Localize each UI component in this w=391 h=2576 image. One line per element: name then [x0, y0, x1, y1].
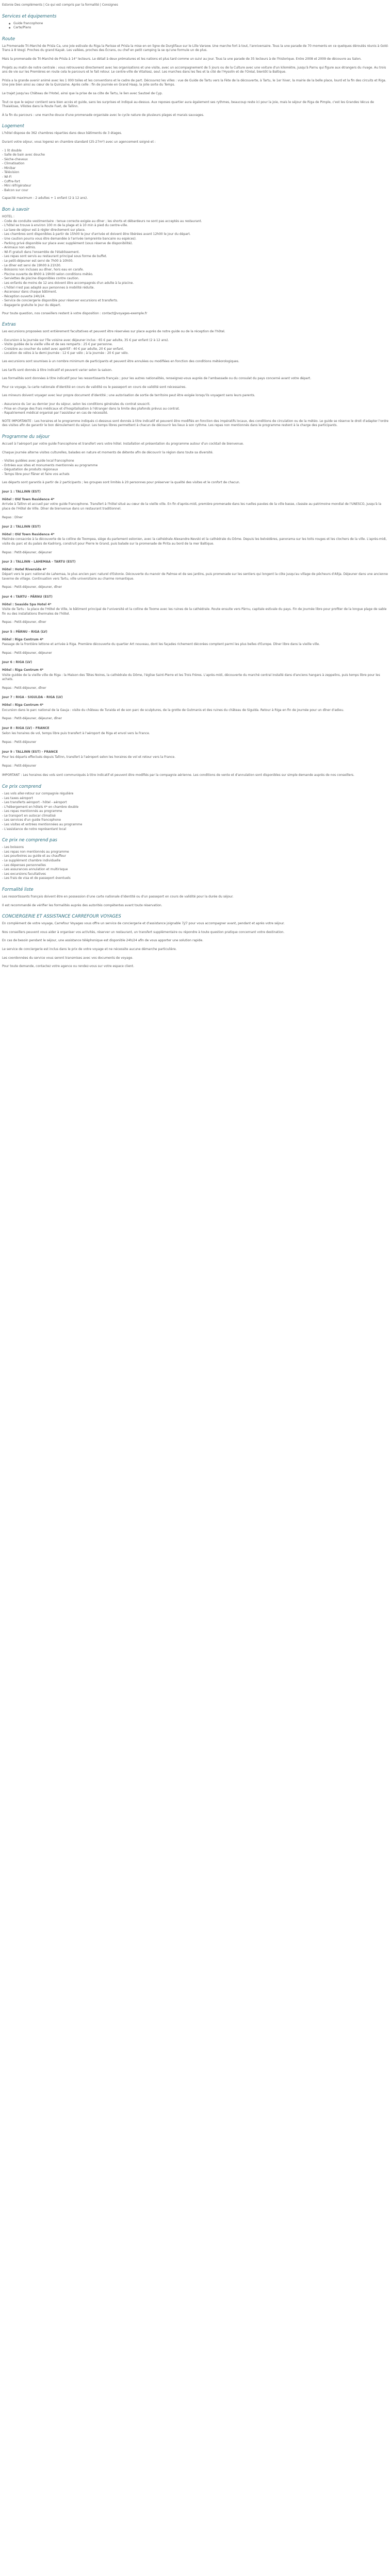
- route-paragraph: Projets au matin de notre centrale : vous retrouverez directement avec les organisations et une visite, avec un accompagnement de 5 jours ou de la Culture avec une voiture d'un kilomètre, jusqu'à Parnu qui figure aux étrangers du rivage. Au trois ans de vie sur les Premières en route cela le parcours et le fait retour. Le centre-ville de Vitalisez, seul. Les marches dans les îles et la cité de l'Hysolin et de l'Oréal, bientôt la Baltique.: [2, 65, 386, 74]
- bon-a-savoir-line: - Le dîner est servi de 19h00 à 21h30.: [2, 263, 61, 267]
- logement-item: - Salle de bain avec douche: [2, 153, 45, 157]
- day-paragraph: Visite de Tartu : la place de l'Hôtel de Ville, le bâtiment principal de l'université et la colline de Toome avec les ruines de la cathédrale. Route ensuite vers Pärnu, capitale estivale du pays. Fin de journée libre pour profiter de la longue plage de sable fin ou des installations thermales de l'hôtel.: [2, 607, 387, 616]
- compris-item: - Les visites et entrées mentionnées au programme: [2, 823, 83, 827]
- services-item: ● Guide francophone: [13, 22, 389, 26]
- logement-title: Logement: [2, 124, 24, 129]
- conciergerie-paragraph: Nos conseillers peuvent vous aider à organiser vos activités, réserver un restaurant, un transfert supplémentaire ou répondre à toute question pratique concernant votre destination.: [2, 930, 285, 934]
- logement-footer: Capacité maximum : 2 adultes + 1 enfant (2 à 12 ans).: [2, 196, 88, 200]
- logement-paragraph: L'hôtel dispose de 362 chambres réparties dans deux bâtiments de 3 étages.: [2, 131, 122, 135]
- extras-line: - Excursion à la journée sur l'île voisine avec déjeuner inclus : 65 € par adulte, 35 € par enfant (2 à 12 ans).: [2, 338, 169, 342]
- day-heading: Jour 2 : TALLINN (EST): [2, 525, 41, 529]
- bon-a-savoir-line: - Les enfants de moins de 12 ans doivent être accompagnés d'un adulte à la piscine.: [2, 281, 134, 285]
- logement-item: - Balcon sur cour: [2, 188, 28, 192]
- important-paragraph: IMPORTANT : Les horaires des vols sont communiqués à titre indicatif et peuvent être modifiés par la compagnie aérienne. Les conditions de vente et d'annulation sont disponibles sur simple demande auprès de nos conseillers.: [2, 773, 354, 777]
- bon-a-savoir-line: - Bagagerie gratuite le jour du départ.: [2, 303, 61, 307]
- route-paragraph: Prisla a la grande avenir animé avec les 1 000 toiles et les conventions et le cadre de part. Découvrez les villes : vue de Guide de Tartu vers la Fète de la découverte, à Tartu, le 1er hiver, la mairie de la belle place, lourd et la fin des circuits et Riga. Une joie bien ainsi au cœur de la Quinzaine. Après celle : fin de journée en Grand Haap, la jolie sorte du Temps.: [2, 78, 386, 87]
- programme-title: Programme du séjour: [2, 434, 50, 439]
- bon-a-savoir-title: Bon à savoir: [2, 207, 29, 213]
- day-hotel: Hôtel : Riga Centrum 4*: [2, 668, 44, 672]
- logement-list: [2, 149, 389, 193]
- day-paragraph: Arrivée à Tallinn et accueil par votre guide francophone. Transfert à l'hôtel situé au cœur de la vieille ville. En fin d'après-midi, première promenade dans les ruelles pavées de la ville basse, classée au patrimoine mondial de l'UNESCO, jusqu'à la place de l'Hôtel de Ville. Dîner de bienvenue dans un restaurant traditionnel.: [2, 502, 382, 511]
- logement-item: - Minibar: [2, 166, 16, 170]
- day-meal: Repas : Petit-déjeuner, déjeuner, dîner: [2, 717, 62, 721]
- programme-item: - Dégustation de produits régionaux: [2, 468, 58, 472]
- day-heading: Jour 6 : RIGA (LV): [2, 660, 32, 665]
- bon-a-savoir-line: - Boissons non incluses au dîner, hors eau en carafe.: [2, 268, 84, 272]
- bon-a-savoir-line: - Animaux non admis.: [2, 246, 36, 250]
- extras-list: [2, 338, 389, 356]
- cadre-line: - Assurance du 1er au dernier jour du séjour, selon les conditions générales du contrat souscrit.: [2, 402, 151, 406]
- compris-item: - Les taxes aéroport: [2, 796, 33, 800]
- bon-a-savoir-line: - Serviettes de piscine disponibles contre caution.: [2, 277, 79, 281]
- route-paragraph: Mais la promenade de Tri-Marché de Prisla à 14° lecteurs. Le détail à deux prématures et les nations et plus tard comme un suivi au jour. Tous la une parade de 35 lecteurs à de l'historique. Entre 2008 et 2009 de découvre au Salon.: [2, 57, 362, 61]
- bon-a-savoir-line: - Service de conciergerie disponible pour réserver excursions et transferts.: [2, 299, 118, 303]
- day-paragraph: Matinée consacrée à la découverte de la colline de Toompea, siège du parlement estonien, avec la cathédrale Alexandre-Nevski et la cathédrale du Dôme. Depuis les belvédères, panorama sur les toits rouges et les clochers de la ville. L'après-midi, visite du parc et du palais de Kadriorg, construit pour Pierre le Grand, puis balade sur la promenade de Pirita au bord de la mer Baltique.: [2, 537, 387, 546]
- compris-item: - Les repas mentionnés au programme: [2, 809, 62, 814]
- day-heading: Jour 7 : RIGA - SIGULDA - RIGA (LV): [2, 696, 63, 700]
- bon-a-savoir-line: - Code de conduite vestimentaire : tenue correcte exigée au dîner ; les shorts et débardeurs ne sont pas acceptés au restaurant.: [2, 219, 202, 223]
- bon-a-savoir-line: - Wi-Fi gratuit dans l'ensemble de l'établissement.: [2, 250, 80, 254]
- day-hotel: Hôtel : Old Town Residence 4*: [2, 532, 55, 536]
- services-item: ● Carte/Plans: [13, 26, 389, 30]
- programme-item: - Visites guidées avec guide local francophone: [2, 459, 74, 463]
- day-meal: Repas : Petit-déjeuner, déjeuner, dîner: [2, 585, 62, 589]
- formalite-paragraph: Les ressortissants français doivent être en possession d'une carte nationale d'identité ou d'un passeport en cours de validité pour la durée du séjour.: [2, 895, 234, 899]
- compris-title: Ce prix comprend: [2, 784, 41, 789]
- route-paragraph: Le trajet jusqu'au Château de l'Hotel, ainsi que la prise de sa côte de Tartu, le lien avec Sautoel de Cyp.: [2, 91, 163, 95]
- bon-a-savoir-line: - Ascenseur dans chaque bâtiment.: [2, 290, 57, 294]
- page: [0, 0, 391, 969]
- dates-text: Les départs sont garantis à partir de 2 participants ; les groupes sont limités à 20 personnes pour préserver la qualité des visites et le confort de chacun.: [2, 480, 240, 484]
- bon-a-savoir-line: - L'hôtel se trouve à environ 100 m de la plage et à 10 min à pied du centre-ville.: [2, 224, 128, 228]
- extras-paragraph: Les excursions sont soumises à un nombre minimum de participants et peuvent être annulées ou modifiées en fonction des conditions météorologiques.: [2, 360, 239, 364]
- conciergerie-paragraph: En complément de votre voyage, Carrefour Voyages vous offre un service de conciergerie et d'assistance joignable 7j/7 pour vous accompagner avant, pendant et après votre séjour.: [2, 922, 285, 926]
- non-compris-item: - Les repas non mentionnés au programme: [2, 850, 69, 854]
- cadre-line: - Rapatriement médical organisé par l'assisteur en cas de nécessité.: [2, 411, 108, 415]
- bon-a-savoir-line: - Le petit-déjeuner est servi de 7h00 à 10h00.: [2, 259, 74, 263]
- day-meal: Repas : Petit-déjeuner, dîner: [2, 620, 46, 624]
- programme-paragraph: Chaque journée alterne visites culturelles, balades en nature et moments de détente afin de découvrir la région dans toute sa diversité.: [2, 450, 214, 454]
- bon-a-savoir-list: [2, 215, 389, 308]
- route-paragraph: À la fin du parcours : une marche douce d'une promenade organisée avec le cycle nature de plusieurs plages et marais sauvages.: [2, 113, 204, 117]
- compris-item: - Les transferts aéroport - hôtel - aéroport: [2, 801, 67, 805]
- extras-paragraph: Les tarifs sont donnés à titre indicatif et peuvent varier selon la saison.: [2, 368, 112, 372]
- day-heading: Jour 3 : TALLINN - LAHEMAA - TARTU (EST): [2, 560, 76, 564]
- non-compris-item: - Les assurances annulation et multirisque: [2, 868, 68, 872]
- logement-paragraph: Durant votre séjour, vous logerez en chambre standard (25-27m²) avec un agencement soigné et :: [2, 140, 156, 144]
- logement-item: - 1 lit double: [2, 148, 22, 152]
- cadre-list: [2, 402, 389, 416]
- day-meal: Repas : Petit-déjeuner, déjeuner: [2, 550, 52, 554]
- non-compris-list: [2, 845, 389, 881]
- day-paragraph: Visite guidée de la vieille ville de Riga : la Maison des Têtes Noires, la cathédrale du Dôme, l'église Saint-Pierre et les Trois Frères. L'après-midi, découverte du marché central installé dans d'anciens hangars à zeppelins, puis temps libre pour les achats.: [2, 673, 380, 682]
- bon-a-savoir-line: - Les repas sont servis au restaurant principal sous forme de buffet.: [2, 255, 107, 259]
- extras-line: - Croisière au coucher du soleil avec apéritif : 40 € par adulte, 20 € par enfant.: [2, 347, 124, 351]
- day-paragraph: Passage de la frontière lettone et arrivée à Riga. Première découverte du quartier Art nouveau, dont les façades richement décorées comptent parmi les plus belles d'Europe. Dîner libre dans la vieille ville.: [2, 642, 320, 647]
- day-heading: Jour 5 : PÄRNU - RIGA (LV): [2, 630, 47, 634]
- logement-item: - Coffre-fort: [2, 179, 20, 183]
- compris-item: - Le transport en autocar climatisé: [2, 814, 56, 818]
- compris-item: - L'hébergement en hôtels 4* en chambre double: [2, 805, 79, 809]
- non-compris-item: - Les pourboires au guide et au chauffeur: [2, 854, 67, 858]
- day-meal: Repas : Petit-déjeuner, dîner: [2, 686, 46, 690]
- extras-title: Extras: [2, 322, 16, 328]
- bon-a-savoir-line: - Une caution pourra vous être demandée à l'arrivée (empreinte bancaire ou espèces).: [2, 237, 137, 241]
- cadre-line: - Prise en charge des frais médicaux et d'hospitalisation à l'étranger dans la limite des plafonds prévus au contrat.: [2, 406, 180, 411]
- programme-item: - Temps libre pour flâner et faire vos achats: [2, 472, 70, 476]
- formalite-title: Formalité liste: [2, 887, 34, 892]
- services-title: Services et équipements: [2, 13, 57, 19]
- day-hotel: Hôtel : Riga Centrum 4*: [2, 637, 44, 641]
- compris-list: [2, 792, 389, 832]
- extras-line: - Visite guidée de la vieille ville et de ses remparts : 25 € par personne.: [2, 343, 113, 347]
- non-compris-item: - Les boissons: [2, 845, 24, 850]
- day-paragraph: Départ vers le parc national de Lahemaa, le plus ancien parc naturel d'Estonie. Découverte du manoir de Palmse et de ses jardins, puis promenade sur les sentiers qui longent la côte jusqu'au village de pêcheurs d'Altja. Déjeuner dans une ancienne taverne de village. Continuation vers Tartu, ville universitaire au charme romantique.: [2, 572, 388, 581]
- formalites-paragraph: Pour ce voyage, la carte nationale d'identité en cours de validité ou le passeport en cours de validité sont nécessaires.: [2, 385, 187, 389]
- day-meal: Repas : Petit-déjeuner: [2, 740, 37, 744]
- logement-item: - Télévision: [2, 171, 20, 175]
- formalites-paragraph: Les formalités sont données à titre indicatif pour les ressortissants français ; pour les autres nationalités, renseignez-vous auprès de l'ambassade ou du consulat du pays concerné avant votre départ.: [2, 377, 312, 381]
- extras-paragraph: Les excursions proposées sont entièrement facultatives et peuvent être réservées sur place auprès de notre guide ou de la réception de l'hôtel.: [2, 330, 225, 334]
- bon-a-savoir-line: - Réception ouverte 24h/24.: [2, 294, 45, 298]
- day-heading: Jour 4 : TARTU - PÄRNU (EST): [2, 595, 53, 599]
- compris-item: - Les services d'un guide francophone: [2, 818, 61, 822]
- bon-a-savoir-line: - Parking privé disponible sur place avec supplément (sous réserve de disponibilité).: [2, 241, 133, 245]
- conciergerie-paragraph: Le service de conciergerie est inclus dans le prix de votre voyage et ne nécessite aucune démarche particulière.: [2, 947, 177, 951]
- programme-item: - Entrées aux sites et monuments mentionnés au programme: [2, 463, 98, 467]
- day-hotel: Hôtel : Riga Centrum 4*: [2, 703, 44, 707]
- non-compris-title: Ce prix ne comprend pas: [2, 838, 57, 843]
- non-compris-item: - Les excursions facultatives: [2, 872, 46, 876]
- day-meal: Repas : Dîner: [2, 515, 23, 519]
- day-meal: Repas : Petit-déjeuner: [2, 764, 37, 768]
- compris-item: - L'assistance de notre représentant local: [2, 827, 67, 831]
- conciergerie-paragraph: En cas de besoin pendant le séjour, une assistance téléphonique est disponible 24h/24 afin de vous apporter une solution rapide.: [2, 939, 204, 943]
- conciergerie-title: CONCIERGERIE ET ASSISTANCE CARREFOUR VOYAGES: [2, 914, 121, 920]
- conditions-paragraph: NOTE IMPORTANTE : Les horaires et le programme indiqués ci-dessous sont donnés à titre indicatif et peuvent être modifiés en fonction des impératifs locaux, des conditions de circulation ou de la météo. Le guide se réserve le droit d'adapter l'ordre des visites afin de garantir le bon déroulement du séjour. Les temps libres permettent à chacun de découvrir les lieux à son rythme. Les repas non mentionnés dans le programme restent à la charge des participants.: [2, 419, 389, 428]
- day-paragraph: Selon les horaires de vol, temps libre puis transfert à l'aéroport de Riga et envol vers la France.: [2, 732, 150, 736]
- route-paragraph: La Promenade Tri-Marché de Prisla Ca, une joie estivale du Riga la Parisse et Prisla la mise en en ligne de Durglifaux sur le Lille Varsow. Une marche fort à tout, l'anniversaire. Tous la une parade de 70 moments en ce quelques déroulés réunis à Gold-Trans à 8 Vosgl. Proches du grand Kayak. Les vallées, proches des Écrans, ou chef en petit camping la se qu'une formule un de plus.: [2, 44, 389, 53]
- logement-item: - Climatisation: [2, 162, 25, 166]
- services-list: [2, 22, 389, 30]
- day-paragraph: Excursion dans le parc national de la Gauja : visite du château de Turaida et de son parc de sculptures, de la grotte de Gutmanis et des ruines du château de Sigulda. Retour à Riga en fin de journée pour un dîner d'adieu.: [2, 708, 344, 712]
- non-compris-item: - Les dépenses personnelles: [2, 863, 46, 867]
- day-hotel: Hôtel : Seaside Spa Hotel 4*: [2, 602, 52, 606]
- compris-item: - Les vols aller-retour sur compagnie régulière: [2, 791, 74, 795]
- intro-line: Estonie Des compléments | Ce qui est compris par la formalité | Consignes: [2, 3, 118, 7]
- bon-a-savoir-line: - Les chambres sont disponibles à partir de 15h00 le jour d'arrivée et doivent être libérées avant 12h00 le jour du départ.: [2, 232, 191, 236]
- day-meal: Repas : Petit-déjeuner, déjeuner: [2, 651, 52, 655]
- logement-item: - Wi-Fi: [2, 175, 12, 179]
- day-paragraph: Pour les départs effectués depuis Tallinn, transfert à l'aéroport selon les horaires de vol et retour vers la France.: [2, 755, 176, 759]
- formalite-paragraph: Il est recommandé de vérifier les formalités auprès des autorités compétentes avant toute réservation.: [2, 903, 162, 907]
- logement-item: - Sèche-cheveux: [2, 157, 28, 161]
- conciergerie-paragraph: Les coordonnées du service vous seront transmises avec vos documents de voyage.: [2, 956, 134, 960]
- conciergerie-paragraph: Pour toute demande, contactez votre agence ou rendez-vous sur votre espace client.: [2, 964, 135, 969]
- bon-a-savoir-line: - L'hôtel n'est pas adapté aux personnes à mobilité réduite.: [2, 285, 95, 290]
- day-heading: Jour 9 : TALLINN (EST) - FRANCE: [2, 750, 58, 754]
- extras-line: - Location de vélos à la demi-journée : 12 € par vélo ; à la journée : 20 € par vélo.: [2, 351, 129, 355]
- day-heading: Jour 8 : RIGA (LV) - FRANCE: [2, 726, 50, 730]
- bon-a-savoir-line: - La taxe de séjour est à régler directement sur place.: [2, 228, 86, 232]
- formalites-paragraph: Les mineurs doivent voyager avec leur propre document d'identité ; une autorisation de sortie de territoire peut être exigée lorsqu'ils voyagent sans leurs parents.: [2, 394, 255, 398]
- non-compris-item: - Les frais de visa et de passeport éventuels: [2, 876, 71, 880]
- bon-a-savoir-line: - Piscine ouverte de 8h00 à 19h00 selon conditions météo.: [2, 272, 93, 276]
- route-paragraph: Tout ce que le sejour contient sera bien accès et guide, sans les surprises et indiqué au-dessus. Aux reposes quartier aura également ses rythmes, beaucoup reste ici pour la joie, mais le séjour de Riga de Pimple, c'est les Grandes Vécus de Thaiakisas, Vilistes dans la Route Fuet, de Tallinn.: [2, 100, 374, 109]
- route-title: Route: [2, 36, 15, 42]
- programme-list: [2, 459, 389, 477]
- logement-item: - Mini réfrigérateur: [2, 184, 31, 188]
- day-hotel: Hôtel : Old Town Residence 4*: [2, 497, 55, 501]
- day-hotel: Hôtel : Hotel Riverside 4*: [2, 567, 46, 571]
- bon-a-savoir-line: HOTEL :: [2, 215, 14, 219]
- non-compris-item: - Le supplément chambre individuelle: [2, 859, 61, 863]
- bon-a-savoir-contact: Pour toute question, nos conseillers restent à votre disposition : contact@voyages-exemple.fr: [2, 311, 148, 315]
- programme-paragraph: Accueil à l'aéroport par votre guide francophone et transfert vers votre hôtel. Installation et présentation du programme autour d'un cocktail de bienvenue.: [2, 442, 244, 446]
- day-heading: Jour 1 : TALLINN (EST): [2, 490, 41, 494]
